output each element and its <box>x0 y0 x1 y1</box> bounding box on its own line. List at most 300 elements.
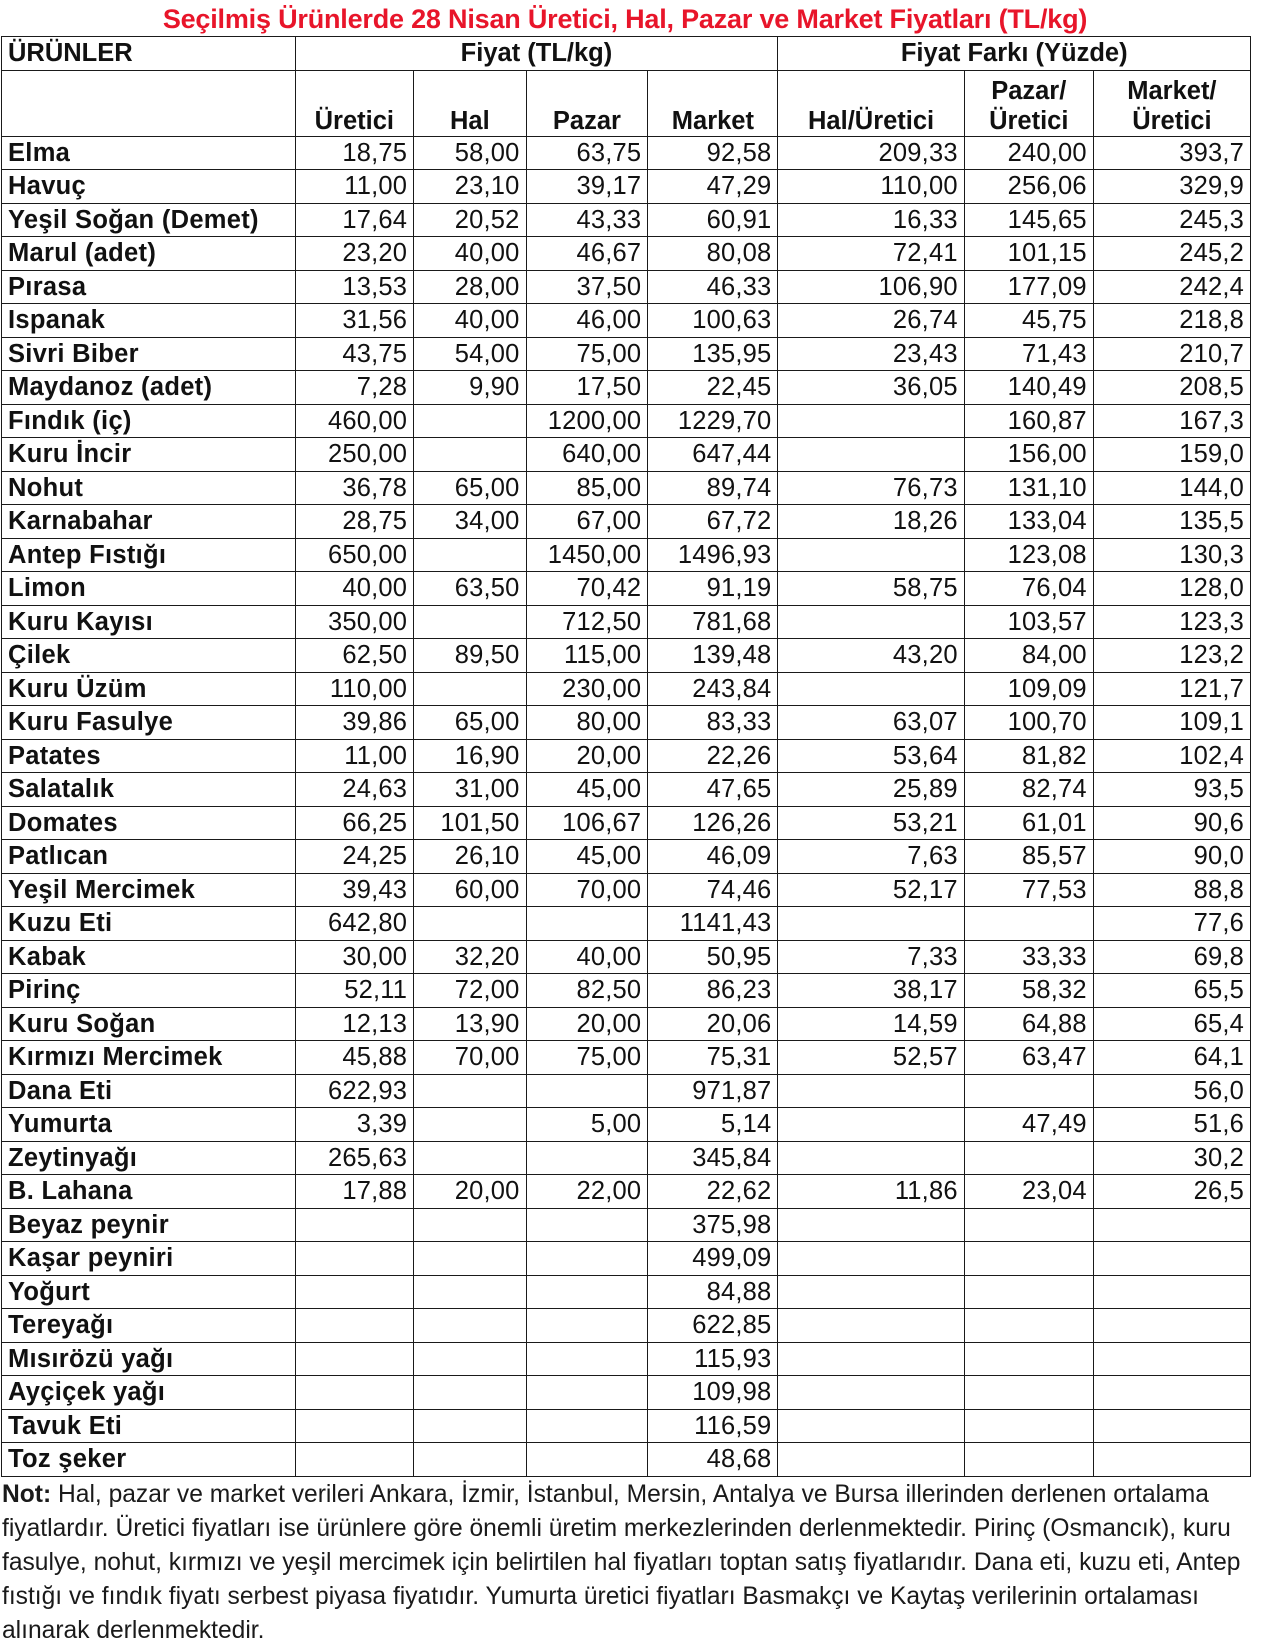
value-wholesale-producer <box>778 1409 964 1443</box>
value-wholesale-producer <box>778 438 964 472</box>
value-producer: 7,28 <box>295 371 414 405</box>
value-producer: 12,13 <box>295 1007 414 1041</box>
value-wholesale: 40,00 <box>414 237 526 271</box>
table-row <box>2 438 1251 472</box>
table-row <box>2 538 1251 572</box>
value-market: 67,72 <box>648 505 778 539</box>
value-producer <box>295 1208 414 1242</box>
value-wholesale-producer <box>778 605 964 639</box>
product-name: Kaşar peyniri <box>2 1242 296 1276</box>
product-name: Pirinç <box>2 974 296 1008</box>
value-producer: 39,86 <box>295 706 414 740</box>
table-row <box>2 873 1251 907</box>
table-row <box>2 1275 1251 1309</box>
column-header-bazaar: Pazar <box>526 70 648 136</box>
value-wholesale: 54,00 <box>414 337 526 371</box>
value-market: 83,33 <box>648 706 778 740</box>
value-bazaar-producer: 82,74 <box>964 773 1093 807</box>
table-row <box>2 203 1251 237</box>
value-market-producer: 90,6 <box>1093 806 1250 840</box>
value-wholesale: 20,00 <box>414 1175 526 1209</box>
value-bazaar: 22,00 <box>526 1175 648 1209</box>
value-wholesale-producer: 38,17 <box>778 974 964 1008</box>
value-bazaar <box>526 907 648 941</box>
value-wholesale <box>414 1074 526 1108</box>
value-wholesale: 101,50 <box>414 806 526 840</box>
value-bazaar-producer: 71,43 <box>964 337 1093 371</box>
value-wholesale-producer: 209,33 <box>778 136 964 170</box>
value-market-producer: 69,8 <box>1093 940 1250 974</box>
value-market-producer: 30,2 <box>1093 1141 1250 1175</box>
value-producer: 23,20 <box>295 237 414 271</box>
value-bazaar: 67,00 <box>526 505 648 539</box>
value-market-producer <box>1093 1275 1250 1309</box>
value-bazaar: 37,50 <box>526 270 648 304</box>
value-wholesale: 9,90 <box>414 371 526 405</box>
value-producer: 622,93 <box>295 1074 414 1108</box>
value-market: 91,19 <box>648 572 778 606</box>
value-market: 375,98 <box>648 1208 778 1242</box>
column-header-line: Üretici <box>1132 106 1212 135</box>
value-producer: 45,88 <box>295 1041 414 1075</box>
value-producer <box>295 1443 414 1477</box>
value-bazaar: 46,00 <box>526 304 648 338</box>
value-producer: 265,63 <box>295 1141 414 1175</box>
value-bazaar-producer: 58,32 <box>964 974 1093 1008</box>
value-market: 74,46 <box>648 873 778 907</box>
value-wholesale <box>414 1141 526 1175</box>
product-name: Beyaz peynir <box>2 1208 296 1242</box>
table-row <box>2 1041 1251 1075</box>
table-row <box>2 1376 1251 1410</box>
value-wholesale-producer <box>778 1275 964 1309</box>
table-row <box>2 136 1251 170</box>
value-wholesale <box>414 1342 526 1376</box>
value-wholesale-producer <box>778 1443 964 1477</box>
value-producer: 250,00 <box>295 438 414 472</box>
value-wholesale <box>414 1443 526 1477</box>
value-wholesale <box>414 1108 526 1142</box>
value-wholesale-producer: 16,33 <box>778 203 964 237</box>
value-market: 60,91 <box>648 203 778 237</box>
value-bazaar: 43,33 <box>526 203 648 237</box>
value-bazaar-producer: 101,15 <box>964 237 1093 271</box>
value-producer <box>295 1376 414 1410</box>
header-row-columns <box>2 70 1251 136</box>
value-market-producer: 128,0 <box>1093 572 1250 606</box>
value-bazaar: 115,00 <box>526 639 648 673</box>
value-bazaar <box>526 1275 648 1309</box>
value-market-producer: 121,7 <box>1093 672 1250 706</box>
value-bazaar-producer <box>964 1242 1093 1276</box>
product-name: Karnabahar <box>2 505 296 539</box>
value-market-producer: 144,0 <box>1093 471 1250 505</box>
table-row <box>2 1141 1251 1175</box>
table-row <box>2 706 1251 740</box>
value-bazaar-producer: 123,08 <box>964 538 1093 572</box>
value-wholesale-producer <box>778 1074 964 1108</box>
product-name: Kuru Kayısı <box>2 605 296 639</box>
value-producer: 40,00 <box>295 572 414 606</box>
value-wholesale: 34,00 <box>414 505 526 539</box>
value-bazaar-producer: 156,00 <box>964 438 1093 472</box>
value-market: 1141,43 <box>648 907 778 941</box>
product-name: Sivri Biber <box>2 337 296 371</box>
product-name: Yeşil Mercimek <box>2 873 296 907</box>
products-header: ÜRÜNLER <box>2 37 296 71</box>
value-bazaar-producer: 133,04 <box>964 505 1093 539</box>
value-wholesale-producer: 11,86 <box>778 1175 964 1209</box>
value-market: 47,65 <box>648 773 778 807</box>
product-name: Marul (adet) <box>2 237 296 271</box>
value-market: 47,29 <box>648 170 778 204</box>
value-market-producer <box>1093 1208 1250 1242</box>
value-wholesale: 58,00 <box>414 136 526 170</box>
value-bazaar-producer: 160,87 <box>964 404 1093 438</box>
value-bazaar: 20,00 <box>526 739 648 773</box>
value-wholesale: 65,00 <box>414 706 526 740</box>
value-market-producer: 93,5 <box>1093 773 1250 807</box>
value-wholesale-producer: 25,89 <box>778 773 964 807</box>
value-wholesale <box>414 1409 526 1443</box>
value-bazaar-producer <box>964 1376 1093 1410</box>
value-producer: 52,11 <box>295 974 414 1008</box>
value-bazaar-producer: 240,00 <box>964 136 1093 170</box>
value-market-producer: 208,5 <box>1093 371 1250 405</box>
value-wholesale: 31,00 <box>414 773 526 807</box>
value-wholesale-producer <box>778 1141 964 1175</box>
value-market-producer: 90,0 <box>1093 840 1250 874</box>
value-bazaar-producer: 145,65 <box>964 203 1093 237</box>
page-title: Seçilmiş Ürünlerde 28 Nisan Üretici, Hal, Pazar ve Market Fiyatları (TL/kg) <box>162 4 1088 34</box>
value-market-producer: 245,2 <box>1093 237 1250 271</box>
value-bazaar: 85,00 <box>526 471 648 505</box>
value-market-producer: 329,9 <box>1093 170 1250 204</box>
value-bazaar-producer: 100,70 <box>964 706 1093 740</box>
table-row <box>2 471 1251 505</box>
value-market: 622,85 <box>648 1309 778 1343</box>
value-bazaar: 46,67 <box>526 237 648 271</box>
table-row <box>2 304 1251 338</box>
value-bazaar <box>526 1242 648 1276</box>
value-wholesale-producer: 14,59 <box>778 1007 964 1041</box>
table-row <box>2 739 1251 773</box>
value-market: 80,08 <box>648 237 778 271</box>
column-header-line: Pazar/ <box>991 76 1067 105</box>
value-wholesale <box>414 1376 526 1410</box>
value-producer: 17,88 <box>295 1175 414 1209</box>
value-market-producer: 245,3 <box>1093 203 1250 237</box>
value-producer <box>295 1409 414 1443</box>
value-producer: 460,00 <box>295 404 414 438</box>
table-body <box>2 136 1251 1476</box>
product-name: Nohut <box>2 471 296 505</box>
value-market: 92,58 <box>648 136 778 170</box>
footnote-label: Not: <box>2 1481 52 1508</box>
value-producer: 110,00 <box>295 672 414 706</box>
value-wholesale-producer <box>778 1376 964 1410</box>
value-bazaar: 70,42 <box>526 572 648 606</box>
value-wholesale <box>414 605 526 639</box>
product-name: Patates <box>2 739 296 773</box>
value-market-producer: 159,0 <box>1093 438 1250 472</box>
table-row <box>2 371 1251 405</box>
value-wholesale-producer <box>778 1309 964 1343</box>
value-bazaar-producer: 131,10 <box>964 471 1093 505</box>
product-name: Limon <box>2 572 296 606</box>
value-market: 116,59 <box>648 1409 778 1443</box>
value-producer: 30,00 <box>295 940 414 974</box>
value-wholesale: 16,90 <box>414 739 526 773</box>
value-bazaar-producer: 81,82 <box>964 739 1093 773</box>
value-bazaar <box>526 1342 648 1376</box>
value-market: 135,95 <box>648 337 778 371</box>
product-name: B. Lahana <box>2 1175 296 1209</box>
value-market: 100,63 <box>648 304 778 338</box>
value-market-producer <box>1093 1309 1250 1343</box>
table-row <box>2 404 1251 438</box>
value-wholesale-producer: 53,64 <box>778 739 964 773</box>
value-bazaar-producer <box>964 1275 1093 1309</box>
value-bazaar-producer: 61,01 <box>964 806 1093 840</box>
value-bazaar: 82,50 <box>526 974 648 1008</box>
value-wholesale <box>414 907 526 941</box>
value-market-producer: 65,4 <box>1093 1007 1250 1041</box>
column-header-line: Üretici <box>989 106 1069 135</box>
value-wholesale-producer <box>778 907 964 941</box>
table-row <box>2 1175 1251 1209</box>
value-market-producer <box>1093 1242 1250 1276</box>
value-market: 46,09 <box>648 840 778 874</box>
value-producer: 31,56 <box>295 304 414 338</box>
value-wholesale <box>414 438 526 472</box>
table-row <box>2 639 1251 673</box>
value-market: 971,87 <box>648 1074 778 1108</box>
value-market-producer <box>1093 1443 1250 1477</box>
value-producer: 39,43 <box>295 873 414 907</box>
value-bazaar <box>526 1141 648 1175</box>
column-header-bazaar-producer <box>964 70 1093 136</box>
value-market: 48,68 <box>648 1443 778 1477</box>
value-market-producer: 51,6 <box>1093 1108 1250 1142</box>
column-header-market-producer <box>1093 70 1250 136</box>
price-table <box>1 36 1251 1477</box>
product-name: Yoğurt <box>2 1275 296 1309</box>
value-bazaar-producer: 45,75 <box>964 304 1093 338</box>
value-bazaar-producer: 256,06 <box>964 170 1093 204</box>
value-market-producer: 167,3 <box>1093 404 1250 438</box>
value-market-producer: 56,0 <box>1093 1074 1250 1108</box>
value-market-producer: 123,2 <box>1093 639 1250 673</box>
value-wholesale <box>414 1242 526 1276</box>
product-name: Zeytinyağı <box>2 1141 296 1175</box>
value-market-producer: 77,6 <box>1093 907 1250 941</box>
value-producer: 17,64 <box>295 203 414 237</box>
value-producer: 36,78 <box>295 471 414 505</box>
value-bazaar-producer <box>964 1342 1093 1376</box>
value-wholesale-producer: 53,21 <box>778 806 964 840</box>
product-name: Mısırözü yağı <box>2 1342 296 1376</box>
column-header-wholesale-producer: Hal/Üretici <box>778 70 964 136</box>
value-market-producer: 130,3 <box>1093 538 1250 572</box>
value-bazaar-producer: 63,47 <box>964 1041 1093 1075</box>
value-market: 647,44 <box>648 438 778 472</box>
value-market: 89,74 <box>648 471 778 505</box>
value-bazaar: 5,00 <box>526 1108 648 1142</box>
value-producer <box>295 1242 414 1276</box>
product-name: Dana Eti <box>2 1074 296 1108</box>
value-bazaar-producer: 23,04 <box>964 1175 1093 1209</box>
column-header-wholesale: Hal <box>414 70 526 136</box>
value-wholesale-producer: 106,90 <box>778 270 964 304</box>
value-bazaar: 1200,00 <box>526 404 648 438</box>
value-market: 46,33 <box>648 270 778 304</box>
value-bazaar-producer: 140,49 <box>964 371 1093 405</box>
value-producer: 28,75 <box>295 505 414 539</box>
table-row <box>2 505 1251 539</box>
value-producer: 650,00 <box>295 538 414 572</box>
value-wholesale-producer: 52,17 <box>778 873 964 907</box>
product-name: Elma <box>2 136 296 170</box>
value-bazaar: 20,00 <box>526 1007 648 1041</box>
value-market-producer <box>1093 1342 1250 1376</box>
product-name: Toz şeker <box>2 1443 296 1477</box>
value-wholesale-producer <box>778 672 964 706</box>
product-name: Pırasa <box>2 270 296 304</box>
value-wholesale <box>414 1309 526 1343</box>
value-market: 50,95 <box>648 940 778 974</box>
product-name: Kabak <box>2 940 296 974</box>
value-wholesale-producer: 72,41 <box>778 237 964 271</box>
value-producer: 3,39 <box>295 1108 414 1142</box>
product-name: Çilek <box>2 639 296 673</box>
value-wholesale-producer <box>778 538 964 572</box>
product-name: Kuru İncir <box>2 438 296 472</box>
value-bazaar: 70,00 <box>526 873 648 907</box>
value-market: 1496,93 <box>648 538 778 572</box>
value-producer <box>295 1309 414 1343</box>
value-producer: 350,00 <box>295 605 414 639</box>
value-bazaar: 712,50 <box>526 605 648 639</box>
table-row <box>2 1208 1251 1242</box>
value-wholesale-producer: 110,00 <box>778 170 964 204</box>
value-market-producer: 135,5 <box>1093 505 1250 539</box>
value-market: 20,06 <box>648 1007 778 1041</box>
value-wholesale-producer: 18,26 <box>778 505 964 539</box>
value-market-producer: 64,1 <box>1093 1041 1250 1075</box>
product-name: Tavuk Eti <box>2 1409 296 1443</box>
value-bazaar: 17,50 <box>526 371 648 405</box>
value-bazaar <box>526 1376 648 1410</box>
value-market: 84,88 <box>648 1275 778 1309</box>
value-market-producer: 123,3 <box>1093 605 1250 639</box>
value-wholesale <box>414 672 526 706</box>
product-name: Antep Fıstığı <box>2 538 296 572</box>
table-row <box>2 806 1251 840</box>
table-row <box>2 1443 1251 1477</box>
value-wholesale-producer <box>778 1342 964 1376</box>
footnote <box>2 1478 1278 1648</box>
table-row <box>2 1242 1251 1276</box>
value-bazaar-producer: 76,04 <box>964 572 1093 606</box>
product-name: Kuru Fasulye <box>2 706 296 740</box>
value-bazaar-producer <box>964 907 1093 941</box>
value-producer: 62,50 <box>295 639 414 673</box>
product-name: Fındık (iç) <box>2 404 296 438</box>
value-wholesale: 32,20 <box>414 940 526 974</box>
value-market: 126,26 <box>648 806 778 840</box>
value-producer: 18,75 <box>295 136 414 170</box>
value-bazaar-producer: 109,09 <box>964 672 1093 706</box>
value-bazaar <box>526 1074 648 1108</box>
value-bazaar <box>526 1208 648 1242</box>
value-wholesale: 65,00 <box>414 471 526 505</box>
table-row <box>2 337 1251 371</box>
price-group-header: Fiyat (TL/kg) <box>295 37 778 71</box>
value-bazaar-producer <box>964 1208 1093 1242</box>
value-bazaar-producer <box>964 1309 1093 1343</box>
table-row <box>2 907 1251 941</box>
table-row <box>2 605 1251 639</box>
table-row <box>2 974 1251 1008</box>
table-row <box>2 672 1251 706</box>
value-bazaar: 39,17 <box>526 170 648 204</box>
value-bazaar: 75,00 <box>526 337 648 371</box>
value-bazaar-producer <box>964 1409 1093 1443</box>
value-wholesale-producer <box>778 404 964 438</box>
value-bazaar <box>526 1409 648 1443</box>
table-row <box>2 572 1251 606</box>
value-market-producer: 102,4 <box>1093 739 1250 773</box>
product-name: Kuru Soğan <box>2 1007 296 1041</box>
value-market: 115,93 <box>648 1342 778 1376</box>
value-market: 499,09 <box>648 1242 778 1276</box>
value-market-producer: 242,4 <box>1093 270 1250 304</box>
value-market: 5,14 <box>648 1108 778 1142</box>
column-header-line: Market/ <box>1127 76 1217 105</box>
value-wholesale <box>414 1208 526 1242</box>
value-market-producer <box>1093 1376 1250 1410</box>
value-producer: 13,53 <box>295 270 414 304</box>
table-row <box>2 1007 1251 1041</box>
value-producer: 24,25 <box>295 840 414 874</box>
product-name: Yeşil Soğan (Demet) <box>2 203 296 237</box>
value-bazaar: 40,00 <box>526 940 648 974</box>
value-market-producer: 109,1 <box>1093 706 1250 740</box>
table-row <box>2 1108 1251 1142</box>
value-bazaar: 1450,00 <box>526 538 648 572</box>
value-bazaar <box>526 1309 648 1343</box>
value-market-producer: 218,8 <box>1093 304 1250 338</box>
value-bazaar-producer: 64,88 <box>964 1007 1093 1041</box>
value-wholesale: 13,90 <box>414 1007 526 1041</box>
table-row <box>2 1074 1251 1108</box>
value-wholesale-producer: 7,63 <box>778 840 964 874</box>
value-bazaar-producer: 47,49 <box>964 1108 1093 1142</box>
table-row <box>2 1409 1251 1443</box>
value-market: 75,31 <box>648 1041 778 1075</box>
value-wholesale-producer: 58,75 <box>778 572 964 606</box>
value-producer: 642,80 <box>295 907 414 941</box>
table-row <box>2 1342 1251 1376</box>
product-name: Havuç <box>2 170 296 204</box>
value-bazaar-producer <box>964 1141 1093 1175</box>
product-name: Salatalık <box>2 773 296 807</box>
value-bazaar: 106,67 <box>526 806 648 840</box>
product-name: Patlıcan <box>2 840 296 874</box>
product-name: Domates <box>2 806 296 840</box>
value-wholesale: 72,00 <box>414 974 526 1008</box>
